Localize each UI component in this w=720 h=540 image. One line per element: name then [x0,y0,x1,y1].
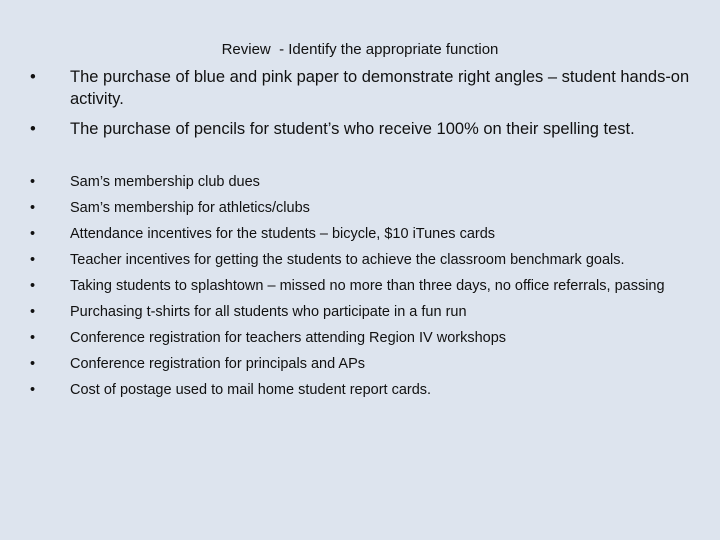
bullet-icon: • [30,226,36,242]
list-item-text: Conference registration for principals and APs [70,356,365,372]
bullet-icon: • [30,278,36,294]
bullet-icon: • [30,304,36,320]
list-item-text: Taking students to splashtown – missed no more than three days, no office referrals, passing [70,278,665,294]
list-item [30,172,690,193]
list-item [30,328,690,349]
list-item-text: Attendance incentives for the students – bicycle, $10 iTunes cards [70,226,496,242]
primary-bullet-list [30,66,690,148]
list-item [30,302,690,323]
list-item [30,66,690,110]
list-item-text: Sam’s membership club dues [70,174,260,190]
list-item [30,224,690,245]
bullet-icon: • [30,174,36,190]
bullet-icon: • [30,200,36,216]
list-item-text: Teacher incentives for getting the students to achieve the classroom benchmark goals. [70,252,625,268]
list-item [30,250,690,271]
list-item-text: The purchase of pencils for student’s who receive 100% on their spelling test. [70,120,635,138]
slide-title: Review - Identify the appropriate function [221,41,499,58]
list-item-text: The purchase of blue and pink paper to demonstrate right angles – student hands-on activity. [70,68,690,108]
bullet-icon: • [30,68,36,86]
bullet-icon: • [30,382,36,398]
bullet-icon: • [30,252,36,268]
bullet-icon: • [30,120,36,138]
list-item-text: Conference registration for teachers attending Region IV workshops [70,330,507,346]
list-item-text: Cost of postage used to mail home student report cards. [70,382,432,398]
bullet-icon: • [30,330,36,346]
list-item [30,198,690,219]
secondary-bullet-list [30,172,690,406]
list-item [30,354,690,375]
list-item [30,118,690,140]
list-item [30,276,690,297]
list-item-text: Sam’s membership for athletics/clubs [70,200,310,216]
list-item-text: Purchasing t-shirts for all students who participate in a fun run [70,304,467,320]
list-item [30,380,690,401]
bullet-icon: • [30,356,36,372]
